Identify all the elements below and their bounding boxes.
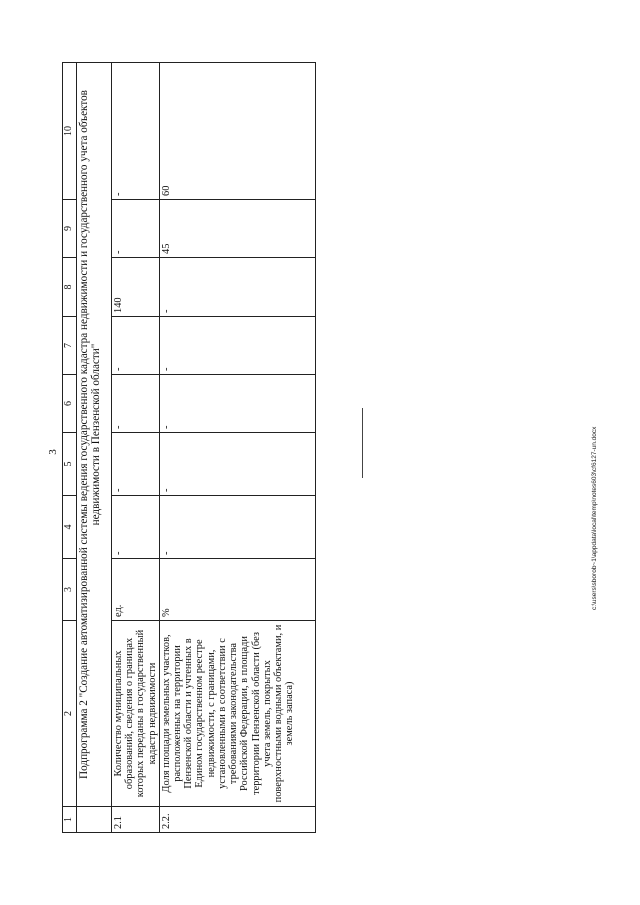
value-cell: 60 [159, 63, 315, 200]
value-cell: - [111, 200, 159, 258]
value-cell: - [159, 258, 315, 317]
row-number: 2.1 [111, 807, 159, 833]
header-cell-7: 7 [63, 317, 77, 375]
value-cell: - [159, 433, 315, 496]
separator-line [362, 408, 363, 478]
footer-file-path: c:\users\sborob~1\appdata\local\temp\notes603\cf6127-un.docx [591, 426, 598, 610]
header-cell-4: 4 [63, 496, 77, 559]
table-row [111, 63, 159, 833]
header-cell-8: 8 [63, 258, 77, 317]
value-cell: - [111, 317, 159, 375]
indicator-name: Количество муниципальных образований, сведения о границах которых переданы в государственный кадастр недвижимости [111, 621, 159, 807]
value-cell: - [111, 433, 159, 496]
header-row [63, 63, 77, 833]
row-number: 2.2. [159, 807, 315, 833]
unit-cell: ед. [111, 559, 159, 621]
unit-cell: % [159, 559, 315, 621]
page-number: 3 [47, 449, 59, 455]
value-cell: 45 [159, 200, 315, 258]
value-cell: - [159, 375, 315, 433]
indicator-table [62, 62, 316, 833]
value-cell: - [111, 375, 159, 433]
subprogram-row [76, 63, 111, 833]
value-cell: - [159, 317, 315, 375]
header-cell-3: 3 [63, 559, 77, 621]
value-cell: - [111, 63, 159, 200]
header-cell-10: 10 [63, 63, 77, 200]
value-cell: - [159, 496, 315, 559]
table-row [159, 63, 315, 833]
header-cell-1: 1 [63, 807, 77, 833]
subprogram-empty-cell [76, 807, 111, 833]
subprogram-title: Подпрограмма 2 "Создание автоматизированной системы ведения государственного кадастра недвижимости и государственного учета объектов недвижимости в Пензенской области" [76, 63, 111, 807]
header-cell-6: 6 [63, 375, 77, 433]
value-cell: - [111, 496, 159, 559]
indicator-name: Доля площади земельных участков, расположенных на территории Пензенской области и учтенных в Едином государственном реестре недвижимости, с границами, установленными в соответствии с требованиями законодательства Российской Федерации, в площади территории Пензенской области (без учета земель, покрытых поверхностными водными объектами, и земель запаса) [159, 621, 315, 807]
rotated-table-wrapper [62, 63, 310, 833]
value-cell: 140 [111, 258, 159, 317]
header-cell-2: 2 [63, 621, 77, 807]
header-cell-5: 5 [63, 433, 77, 496]
header-cell-9: 9 [63, 200, 77, 258]
